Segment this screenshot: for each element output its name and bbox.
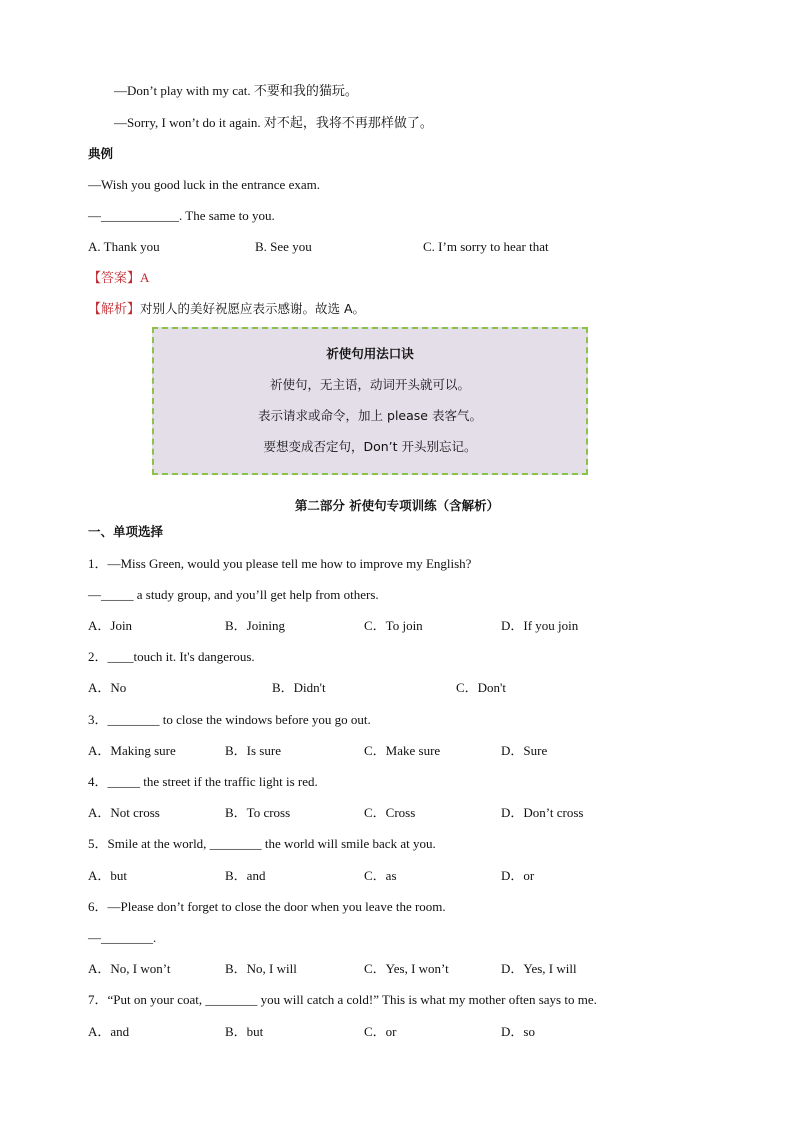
example-option-b: B. See you <box>255 239 312 254</box>
question-6-option-b: B．No, I will <box>225 961 297 976</box>
tip-box <box>152 327 588 475</box>
question-1-option-b: B．Joining <box>225 618 285 633</box>
analysis-tag: 【解析】 <box>88 302 141 317</box>
question-5-line-1: 5．Smile at the world, ________ the world will smile back at you. <box>88 836 436 851</box>
question-7-line-1: 7．“Put on your coat, ________ you will catch a cold!” This is what my mother often says to me. <box>88 992 597 1007</box>
question-5-option-c: C．as <box>364 868 397 883</box>
question-1-option-c: C．To join <box>364 618 423 633</box>
question-4-option-d: D．Don’t cross <box>501 805 584 820</box>
question-1-option-a: A．Join <box>88 618 133 633</box>
question-1-line-2: —_____ a study group, and you’ll get help from others. <box>88 587 379 602</box>
question-2-option-a: A．No <box>88 680 127 695</box>
example-option-c: C. I’m sorry to hear that <box>423 239 549 254</box>
question-6-option-d: D．Yes, I will <box>501 961 577 976</box>
answer-value: A <box>140 270 150 285</box>
question-3-option-d: D．Sure <box>501 743 548 758</box>
question-2-option-b: B．Didn't <box>272 680 326 695</box>
answer-tag: 【答案】 <box>88 271 141 286</box>
question-7-option-d: D．so <box>501 1024 535 1039</box>
question-4-option-b: B．To cross <box>225 805 291 820</box>
intro-line-2: —Sorry, I won’t do it again. 对不起，我将不再那样做了。 <box>114 115 433 130</box>
question-7-option-a: A．and <box>88 1024 130 1039</box>
question-6-line-2: —________. <box>88 930 157 945</box>
intro-line-1: —Don’t play with my cat. 不要和我的猫玩。 <box>114 83 358 98</box>
part-title: 第二部分 祈使句专项训练（含解析） <box>294 498 500 513</box>
analysis-text: 对别人的美好祝愿应表示感谢。故选 A。 <box>140 301 366 316</box>
tip-box-line-1: 祈使句，无主语，动词开头就可以。 <box>269 377 470 392</box>
tip-box-title: 祈使句用法口诀 <box>326 346 414 361</box>
example-heading: 典例 <box>88 146 114 161</box>
question-3-option-a: A．Making sure <box>88 743 176 758</box>
question-4-line-1: 4．_____ the street if the traffic light is red. <box>88 774 318 789</box>
tip-box-line-2: 表示请求或命令，加上 please 表客气。 <box>258 408 482 423</box>
example-option-a: A. Thank you <box>88 239 160 254</box>
question-6-option-c: C．Yes, I won’t <box>364 961 449 976</box>
example-question: —Wish you good luck in the entrance exam. <box>88 177 320 192</box>
question-2-option-c: C．Don't <box>456 680 507 695</box>
question-4-option-a: A．Not cross <box>88 805 160 820</box>
question-5-option-b: B．and <box>225 868 266 883</box>
question-1-line-1: 1．—Miss Green, would you please tell me how to improve my English? <box>88 556 472 571</box>
answer-row <box>88 269 149 288</box>
question-1-option-d: D．If you join <box>501 618 579 633</box>
question-7-option-c: C．or <box>364 1024 397 1039</box>
question-3-option-b: B．Is sure <box>225 743 281 758</box>
question-3-line-1: 3．________ to close the windows before you go out. <box>88 712 371 727</box>
example-answer-line: —____________. The same to you. <box>88 208 275 223</box>
question-3-option-c: C．Make sure <box>364 743 441 758</box>
question-2-line-1: 2．____touch it. It's dangerous. <box>88 649 255 664</box>
analysis-row <box>88 300 365 319</box>
question-5-option-d: D．or <box>501 868 535 883</box>
question-4-option-c: C．Cross <box>364 805 416 820</box>
section-title: 一、单项选择 <box>88 524 164 539</box>
question-5-option-a: A．but <box>88 868 128 883</box>
question-7-option-b: B．but <box>225 1024 264 1039</box>
question-6-option-a: A．No, I won’t <box>88 961 171 976</box>
question-6-line-1: 6．—Please don’t forget to close the door when you leave the room. <box>88 899 446 914</box>
tip-box-line-3: 要想变成否定句，Don’t 开头别忘记。 <box>263 439 477 454</box>
